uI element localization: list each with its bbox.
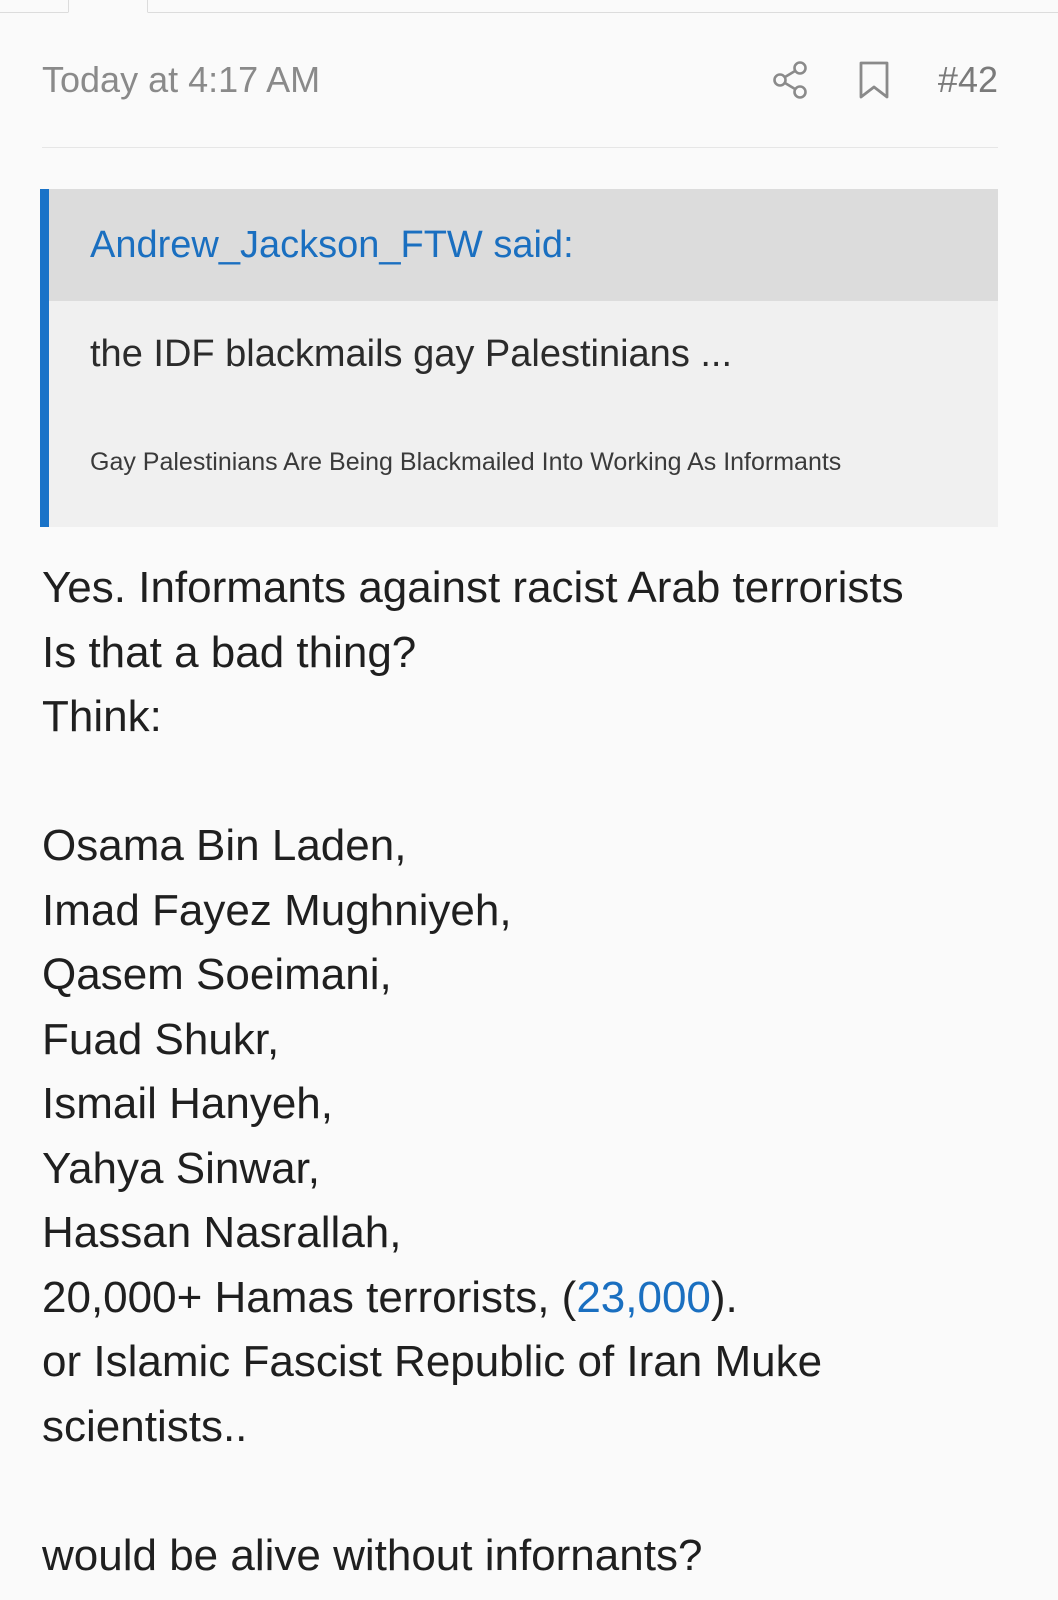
post-date[interactable]: Today at 4:17 AM [42, 59, 321, 100]
quote-block [40, 189, 998, 527]
body-line: would be alive without infornants? [42, 1530, 703, 1580]
body-line: Is that a bad thing? [42, 627, 417, 677]
hamas-count-link[interactable]: 23,000 [576, 1272, 711, 1322]
name-line: Osama Bin Laden, [42, 821, 407, 870]
body-line: or Islamic Fascist Republic of Iran Muke [42, 1337, 823, 1386]
quote-header [49, 189, 998, 301]
post-header [42, 56, 998, 104]
name-line: Yahya Sinwar, [42, 1143, 321, 1193]
quote-source-link[interactable]: Gay Palestinians Are Being Blackmailed Into Working As Informants [90, 448, 842, 476]
post-body [42, 556, 1022, 1588]
blank-line [42, 1459, 1022, 1524]
body-line: scientists.. [42, 1401, 248, 1451]
name-line: Fuad Shukr, [42, 1014, 280, 1064]
blank-line [42, 750, 1022, 815]
share-icon[interactable] [770, 58, 810, 102]
tab-notch [68, 0, 148, 13]
bookmark-icon[interactable] [854, 58, 894, 102]
body-line: Think: [42, 692, 162, 741]
hamas-text: 20,000+ Hamas terrorists, ( [42, 1272, 577, 1322]
name-line: Hassan Nasrallah, [42, 1208, 402, 1257]
hamas-line [42, 1266, 1022, 1331]
name-line: Imad Fayez Mughniyeh, [42, 885, 512, 935]
name-line: Ismail Hanyeh, [42, 1079, 334, 1128]
quote-author-link[interactable]: Andrew_Jackson_FTW said: [90, 223, 574, 266]
body-line: Yes. Informants against racist Arab terrorists [42, 563, 904, 612]
header-divider [42, 147, 998, 148]
post-actions [770, 58, 998, 102]
post-number-link[interactable]: #42 [937, 59, 998, 100]
hamas-suffix: ). [710, 1272, 738, 1322]
top-border [0, 0, 1058, 13]
name-line: Qasem Soeimani, [42, 950, 392, 999]
quote-text: the IDF blackmails gay Palestinians ... [90, 333, 733, 375]
